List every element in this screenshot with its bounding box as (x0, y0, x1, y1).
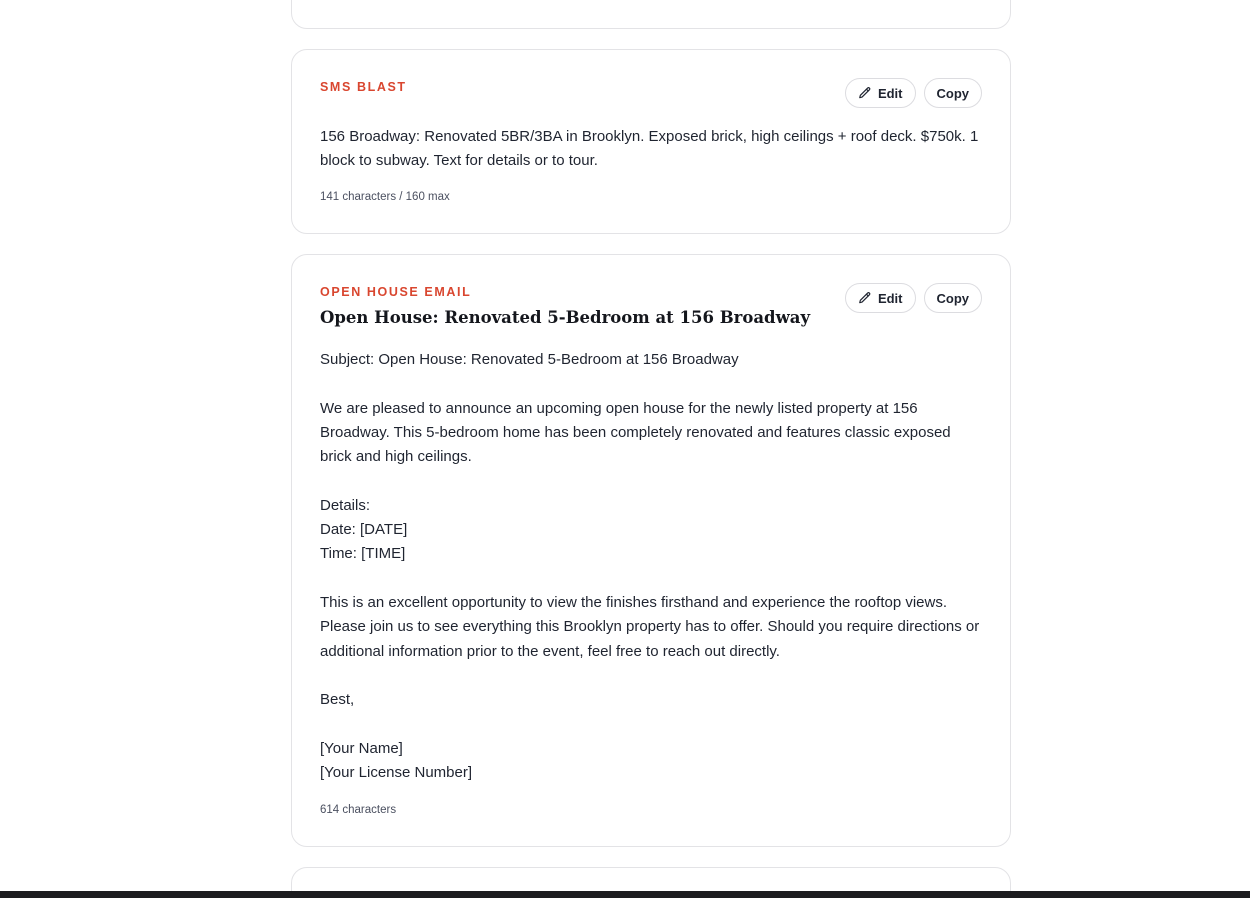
open-house-email-card (291, 254, 1011, 847)
sms-body: 156 Broadway: Renovated 5BR/3BA in Brooklyn. Exposed brick, high ceilings + roof deck. $750k. 1 block to subway. Text for details or to tour. (320, 128, 983, 170)
copy-button[interactable]: Copy (924, 283, 983, 313)
card-actions (845, 283, 982, 313)
previous-card (291, 0, 1011, 29)
pencil-icon (858, 291, 872, 305)
sms-blast-card (291, 49, 1011, 234)
edit-label: Edit (877, 85, 903, 101)
pencil-icon (858, 86, 872, 100)
card-label: OPEN HOUSE EMAIL (320, 285, 472, 299)
email-body: Subject: Open House: Renovated 5-Bedroom at 156 Broadway We are pleased to announce an upcoming open house for the newly listed property at 156 Broadway. This 5-bedroom home has been completely renovated and features classic exposed brick and high ceilings. Details: Date: [DATE] Time: [TIME] This is an excellent opportunity to view the finishes firsthand and experience the rooftop views. Please join us to see everything this Brooklyn property has to offer. Should you require directions or additional information prior to the event, feel free to reach out directly. Best, [Your Name] [Your License Number] (320, 351, 980, 782)
edit-button[interactable] (845, 78, 916, 108)
edit-label: Edit (877, 290, 903, 306)
character-count: 141 characters / 160 max (320, 191, 450, 203)
card-label: SMS BLAST (320, 80, 407, 94)
character-count: 614 characters (320, 804, 397, 816)
bottom-bar (0, 891, 1250, 898)
copy-button[interactable]: Copy (924, 78, 983, 108)
email-title: Open House: Renovated 5-Bedroom at 156 Broadway (320, 308, 811, 327)
edit-button[interactable] (845, 283, 916, 313)
card-actions (845, 78, 982, 108)
